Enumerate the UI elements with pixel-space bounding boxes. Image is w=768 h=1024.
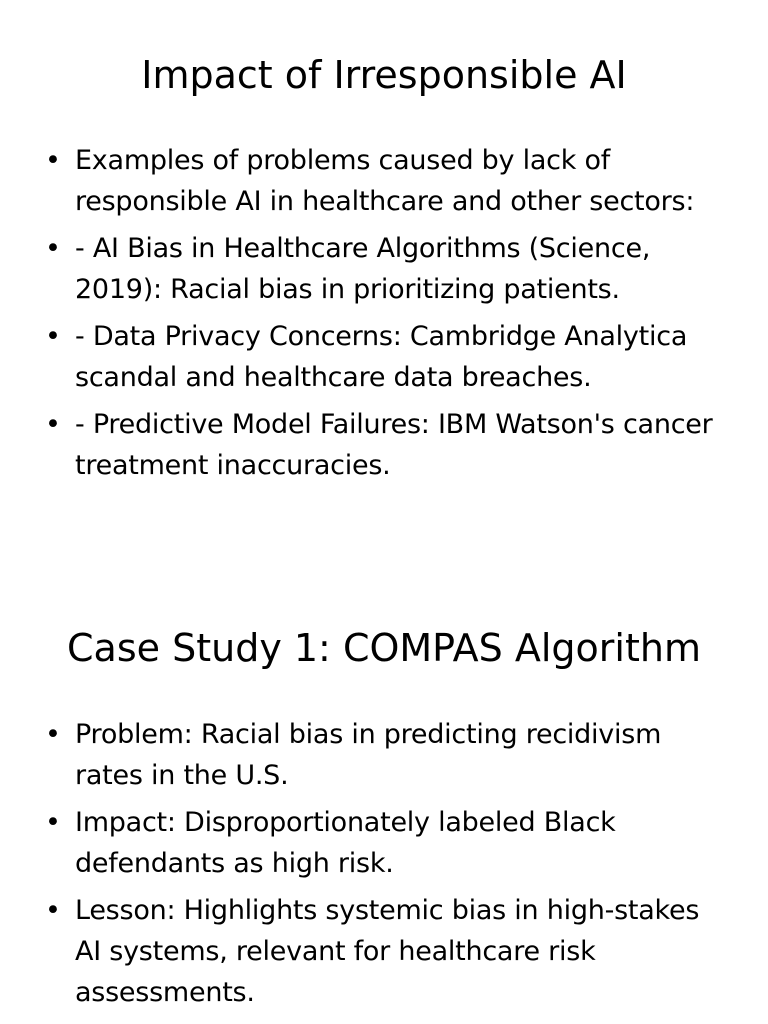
- bullet-list: [0, 714, 768, 1013]
- slide-title: Impact of Irresponsible AI: [141, 53, 627, 97]
- bullet-text: Lesson: Highlights systemic bias in high-stakes AI systems, relevant for healthcare risk assessments.: [75, 895, 700, 1008]
- bullet-text: Impact: Disproportionately labeled Black defendants as high risk.: [75, 807, 616, 879]
- bullet-item: [0, 714, 768, 796]
- bullet-list: [0, 140, 768, 486]
- bullet-text: Examples of problems caused by lack of responsible AI in healthcare and other sectors:: [75, 145, 695, 217]
- bullet-item: [0, 228, 768, 310]
- bullet-text: - Predictive Model Failures: IBM Watson's cancer treatment inaccuracies.: [75, 409, 713, 481]
- bullet-dot-icon: •: [45, 719, 61, 750]
- bullet-dot-icon: •: [45, 895, 61, 926]
- slide-title: Case Study 1: COMPAS Algorithm: [67, 626, 701, 670]
- bullet-text: Problem: Racial bias in predicting recidivism rates in the U.S.: [75, 719, 662, 791]
- bullet-dot-icon: •: [45, 233, 61, 264]
- bullet-text: - Data Privacy Concerns: Cambridge Analytica scandal and healthcare data breaches.: [75, 321, 688, 393]
- bullet-item: [0, 140, 768, 222]
- bullet-dot-icon: •: [45, 145, 61, 176]
- bullet-dot-icon: •: [45, 321, 61, 352]
- bullet-text: - AI Bias in Healthcare Algorithms (Science, 2019): Racial bias in prioritizing patients.: [75, 233, 651, 305]
- bullet-item: [0, 802, 768, 884]
- bullet-dot-icon: •: [45, 409, 61, 440]
- bullet-dot-icon: •: [45, 807, 61, 838]
- slide-case-study-compas: [0, 576, 768, 1024]
- bullet-item: [0, 404, 768, 486]
- bullet-item: [0, 890, 768, 1013]
- bullet-item: [0, 316, 768, 398]
